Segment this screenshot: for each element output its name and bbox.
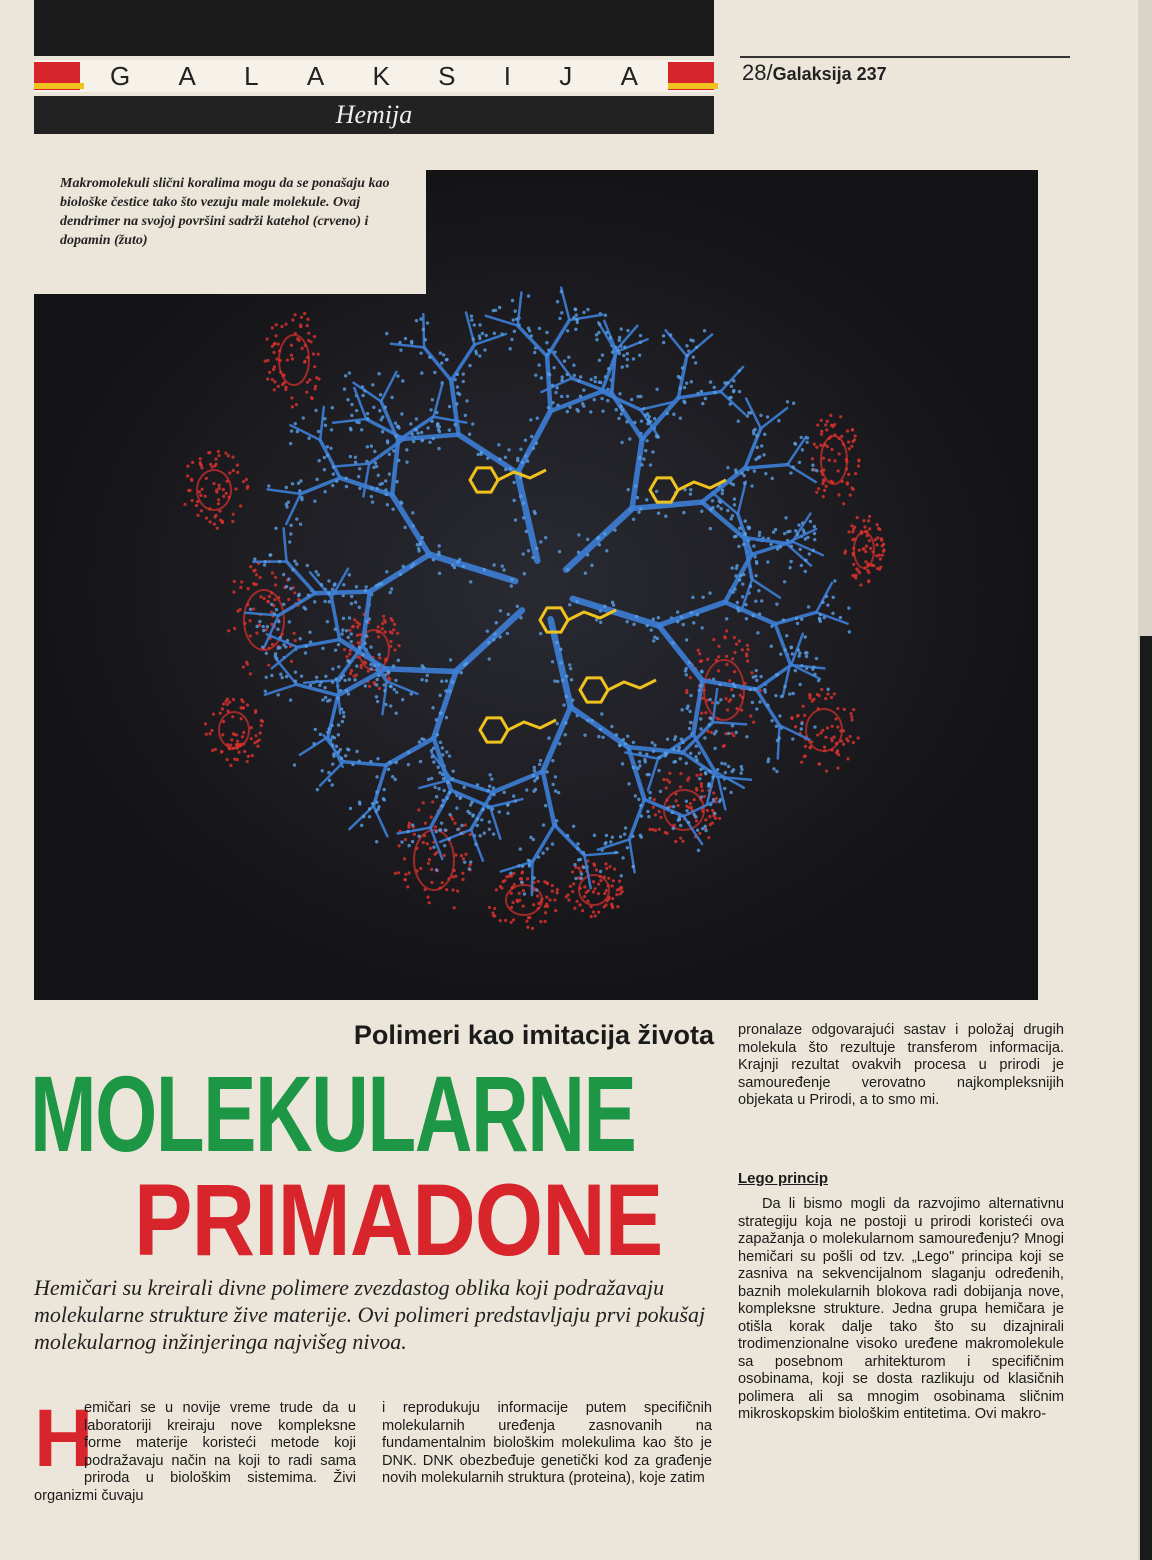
page-number <box>742 60 887 86</box>
article-column-3-continued: Da li bismo mogli da razvojimo alternativnu strategiju koja ne postoji u prirodi koristeći ova zapažanja o molekularnom samouređenju? Mnogi hemičari su pošli od tzv. „Lego" principa koji se zasniva na sekvencijalnom slaganju određenih, baznih molekularnih blokova radi dobijanja nove, kompleksne strukture. Jedna grupa hemičara je otišla korak dalje tako što su dizajnirali trodimenzionalne visoko uređene makromolekule sa posebnom arhitekturom i specifičnim osobinama, koji se dosta razlikuju od klasičnih polimera ali sa mnogim osobinama sličnim mikroskopskim biološkim entitetima. Ovi makro- <box>738 1196 1064 1422</box>
column-1-text: emičari se u novije vreme trude da u laboratoriji kreiraju nove kompleksne forme materije koristeći metode koji podražavaju način na koji to radi sama priroda u biološkim sistemima. Živi organizmi čuvaju <box>34 1400 356 1504</box>
figure-caption: Makromolekuli slični koralima mogu da se ponašaju kao biološke čestice tako što vezuju male molekule. Ovaj dendrimer na svojoj površini sadrži katehol (crveno) i dopamin (žuto) <box>60 176 390 248</box>
page-number-value: 28/ <box>742 60 773 85</box>
article-column-1 <box>34 1393 356 1505</box>
mag-letter: I <box>503 60 511 91</box>
mag-letter: G <box>110 60 131 91</box>
dendrimer-image <box>34 170 1038 1000</box>
mag-letter: A <box>620 60 638 91</box>
header-rule <box>740 56 1070 58</box>
magazine-name <box>90 60 658 92</box>
drop-cap: H <box>34 1393 94 1484</box>
mag-letter: A <box>306 60 325 91</box>
article-lede: Hemičari su kreirali divne polimere zvezdastog oblika koji podražavaju molekularne strukture žive materije. Ovi polimeri predstavljaju prvi pokušaj molekularnog inžinjeringa najvišeg nivoa. <box>34 1275 706 1354</box>
left-red-block <box>34 62 80 90</box>
dendrimer-illustration <box>34 170 1038 1000</box>
page-edge-shadow <box>1140 636 1152 1560</box>
article-title-line1: MOLEKULARNE <box>30 1053 636 1174</box>
magazine-name-strip <box>34 60 714 92</box>
article-column-2: i reprodukuju informacije putem specifičnih molekularnih uređenja zasnovanih na fundamentalnim biološkim molekulima kao što je DNK. DNK obezbeđuje genetički kod za građenje novih molekularnih struktura (proteina), koje zatim <box>382 1400 712 1486</box>
article-title-line2: PRIMADONE <box>134 1163 663 1277</box>
mag-letter: A <box>178 60 196 91</box>
article-column-3: pronalaze odgovarajući sastav i položaj drugih molekula što rezultuje transferom informacija. Krajnji rezultat ovakvih procesa u prirodi je samouređenje verovatno najkompleksnijih objekata u Prirodi, a to smo mi. <box>738 1022 1064 1108</box>
right-red-block <box>668 62 714 90</box>
page-label: Galaksija 237 <box>772 64 887 84</box>
header-black-bar <box>34 0 714 56</box>
mag-letter: S <box>438 60 456 91</box>
mag-letter: K <box>372 60 390 91</box>
section-title: Hemija <box>34 96 714 134</box>
lego-principle-heading: Lego princip <box>738 1170 828 1187</box>
mag-letter: L <box>244 60 259 91</box>
mag-letter: J <box>559 60 573 91</box>
article-subhead: Polimeri kao imitacija života <box>353 1020 714 1050</box>
